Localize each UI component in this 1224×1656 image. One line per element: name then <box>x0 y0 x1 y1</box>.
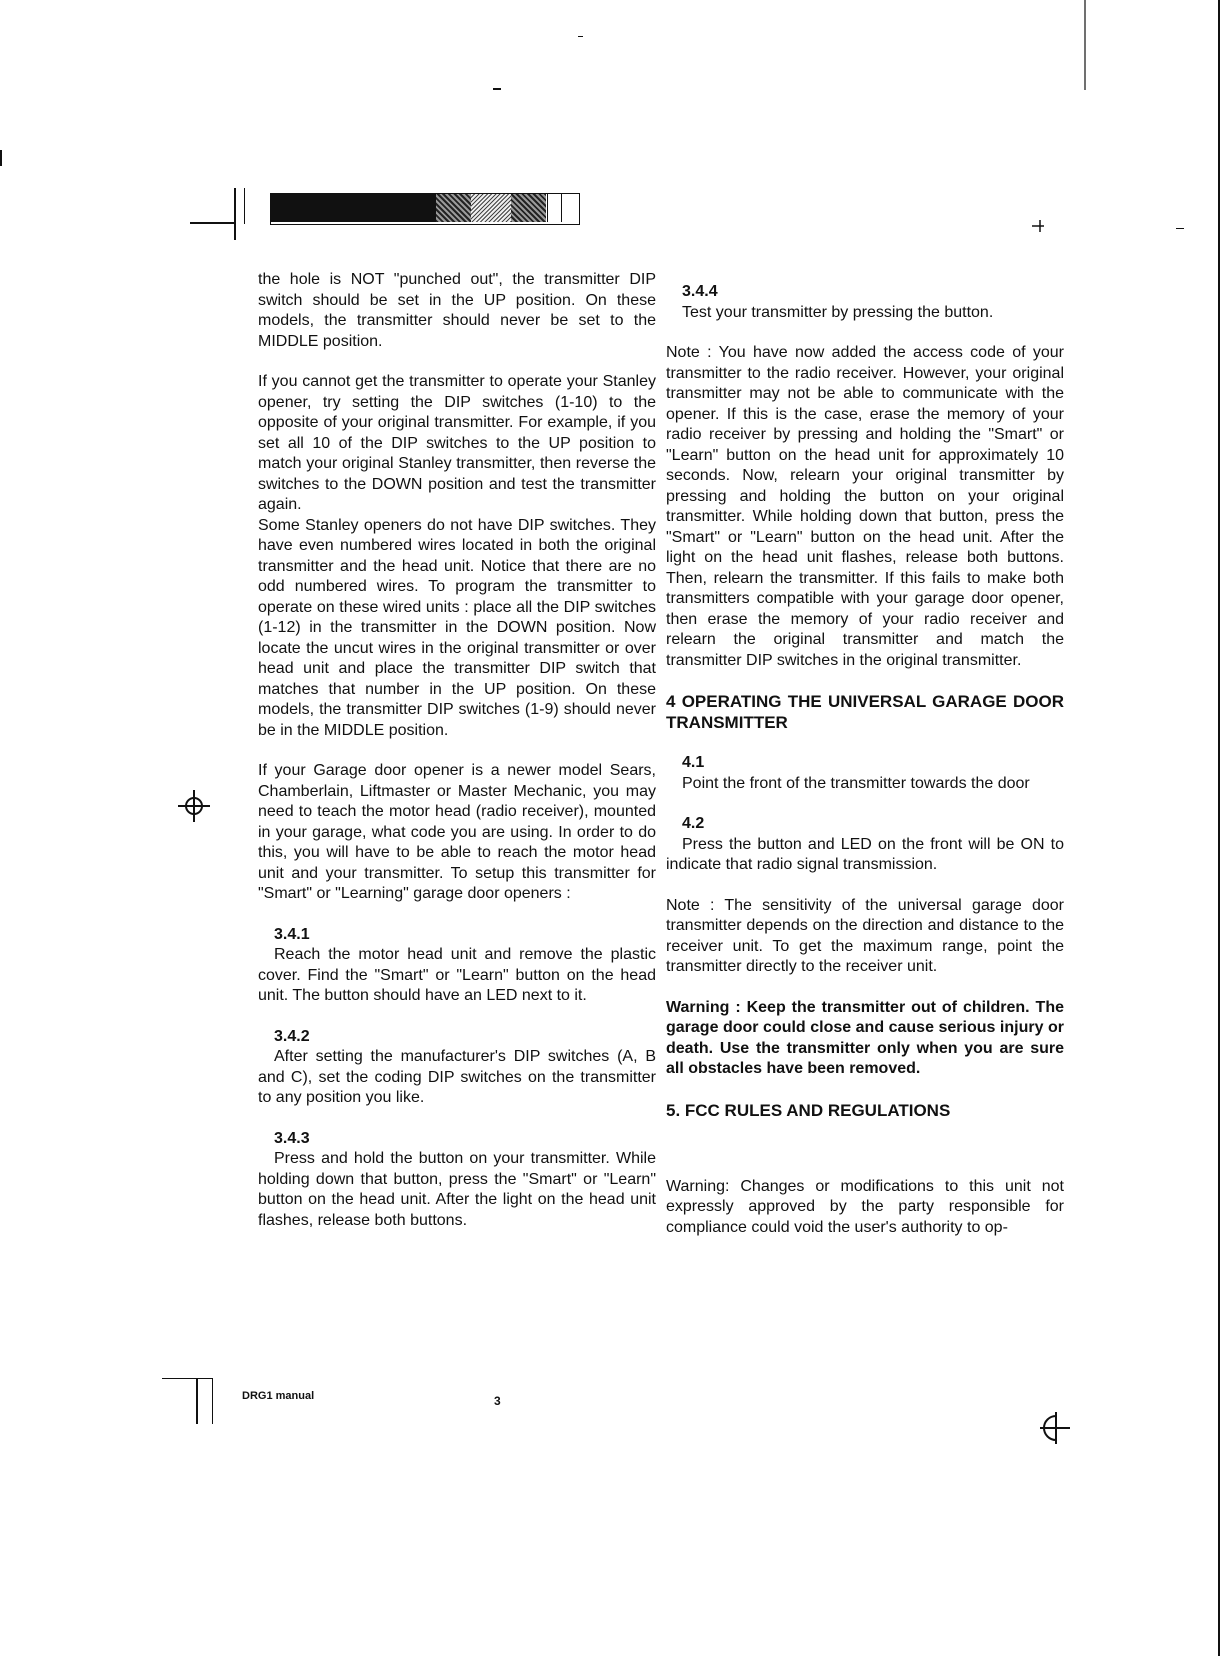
scan-speck <box>0 150 2 166</box>
subsection-number: 3.4.1 <box>274 925 310 943</box>
crop-mark-bottom-left-h <box>162 1378 212 1379</box>
crop-mark-bottom-left-v <box>196 1378 198 1424</box>
note-paragraph: Note : You have now added the access code of your transmitter to the radio receiver. However, your original transmitter may not be able to communicate with the opener. If this is the case, erase the memory of your radio receiver by pressing and holding the "Smart" or "Learn" button on the head unit for approximately 10 seconds. Now, relearn your original transmitter by pressing and holding the button on your original transmitter. While holding down that button, press the "Smart" or "Learn" button on the head unit. After the light on the head unit flashes, release both buttons. Then, relearn the transmitter. If this fails to make both transmitters compatible with your garage door opener, then erase the memory of your radio receiver and relearn the original transmitter and match the transmitter DIP switches in the original transmitter. <box>666 344 1064 669</box>
subsection-number: 3.4.4 <box>682 283 718 300</box>
left-column <box>258 270 656 1231</box>
paragraph: After setting the manufacturer's DIP switches (A, B and C), set the coding DIP switches on the transmitter to any position you like. <box>258 1048 656 1106</box>
crop-mark-bottom-left-v2 <box>212 1378 213 1424</box>
page-edge-right <box>1218 0 1220 1656</box>
footer-doc-name: DRG1 manual <box>242 1390 315 1402</box>
scan-speck <box>493 88 501 90</box>
tick-mark-right <box>1028 216 1048 236</box>
warning-paragraph: Warning: Changes or modifications to this unit not expressly approved by the party responsible for compliance could void the user's authority to op- <box>666 1177 1064 1236</box>
registration-mark-left <box>176 788 212 824</box>
header-band <box>270 193 580 225</box>
section-heading: 5. FCC RULES AND REGULATIONS <box>666 1100 951 1120</box>
paragraph: Test your transmitter by pressing the button. <box>682 303 994 321</box>
registration-mark-right <box>1038 1410 1074 1446</box>
paragraph: Press the button and LED on the front will be ON to indicate that radio signal transmission. <box>666 835 1064 873</box>
header-band-divider <box>547 194 548 222</box>
note-paragraph: Note : The sensitivity of the universal garage door transmitter depends on the direction and distance to the receiver unit. To get the maximum range, point the transmitter directly to the receiver unit. <box>666 896 1064 975</box>
scan-speck <box>1176 228 1184 229</box>
scan-speck <box>578 36 583 37</box>
paragraph: Some Stanley openers do not have DIP switches. They have even numbered wires located in both the original transmitter and the head unit. Notice that there are no odd numbered wires. To program the transmitter to operate on these wired units : place all the DIP switches (1-12) in the transmitter in the DOWN position. Now locate the uncut wires in the original transmitter or over head unit and place the transmitter DIP switch that matches that number in the UP position. On these models, the transmitter DIP switches (1-9) should never be in the MIDDLE position. <box>258 516 656 739</box>
subsection-number: 4.1 <box>682 754 705 771</box>
section-heading: 4 OPERATING THE UNIVERSAL GARAGE DOOR TRANSMITTER <box>666 692 1064 732</box>
footer-page-number: 3 <box>494 1394 501 1408</box>
paragraph: If you cannot get the transmitter to operate your Stanley opener, try setting the DIP switches (1-10) to the opposite of your original transmitter. For example, if you set all 10 of the DIP switches to the UP position to match your original Stanley transmitter, then reverse the switches to the DOWN position and test the transmitter again. <box>258 373 656 513</box>
paragraph: Press and hold the button on your transmitter. While holding down that button, press the "Smart" or "Learn" button on the head unit. After the light on the head unit flashes, release both buttons. <box>258 1150 656 1229</box>
header-band-shade <box>471 194 511 222</box>
subsection-number: 3.4.3 <box>274 1129 310 1147</box>
right-column <box>666 282 1064 1238</box>
subsection-number: 3.4.2 <box>274 1027 310 1045</box>
paragraph: If your Garage door opener is a newer model Sears, Chamberlain, Liftmaster or Master Mechanic, you may need to teach the motor head (radio receiver), mounted in your garage, what code you are using. In order to do this, you will have to be able to reach the motor head unit and your transmitter. To setup this transmitter for "Smart" or "Learning" garage door openers : <box>258 762 656 902</box>
subsection-number: 4.2 <box>682 815 705 832</box>
crop-mark-top-left-h <box>190 222 234 224</box>
crop-mark-top-left-v <box>234 188 236 240</box>
paragraph: the hole is NOT "punched out", the transmitter DIP switch should be set in the UP position. On these models, the transmitter should never be set to the MIDDLE position. <box>258 271 656 350</box>
paragraph: Point the front of the transmitter towards the door <box>682 774 1030 792</box>
header-band-fill <box>271 194 436 222</box>
scan-speck <box>1084 0 1086 90</box>
paragraph: Reach the motor head unit and remove the plastic cover. Find the "Smart" or "Learn" button on the head unit. The button should have an LED next to it. <box>258 946 656 1004</box>
crop-mark-top-left-v2 <box>244 188 245 224</box>
warning-paragraph: Warning : Keep the transmitter out of children. The garage door could close and cause serious injury or death. Use the transmitter only when you are sure all obstacles have been removed. <box>666 998 1064 1077</box>
header-band-divider <box>561 194 562 222</box>
